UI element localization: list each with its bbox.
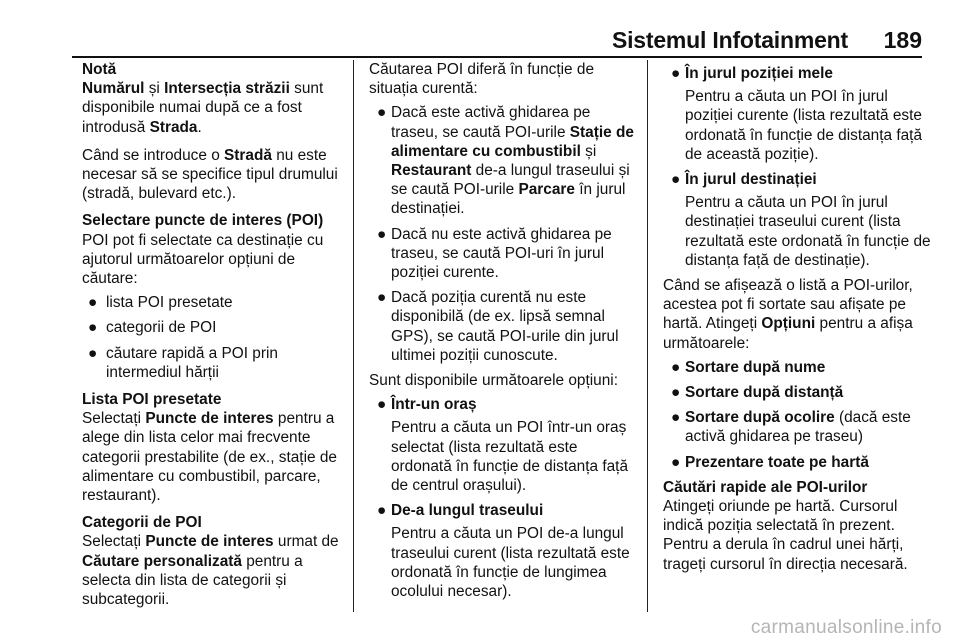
text: și [144,80,165,98]
bold-term: Opțiuni [761,315,816,333]
bold-term: Parcare [518,181,575,199]
list-item-text: categorii de POI [106,319,217,337]
note-paragraph-2 [82,146,348,204]
bold-term: Restaurant [391,162,472,180]
bullet-icon: ● [377,396,387,414]
options-intro: Sunt disponibile următoarele opțiuni: [369,372,618,390]
text: Selectați [82,410,146,428]
column-3 [663,60,935,582]
text: . [197,118,202,136]
select-poi-text: POI pot fi selectate ca destinație cu ajutorul următoarelor opțiuni de căutare: [82,231,324,288]
option-description: Pentru a căuta un POI de-a lungul traseului curent (lista rezultată este ordonată în funcție de lungimea ocolului necesar). [391,525,630,601]
column-divider-2 [647,60,648,612]
option-title: Sortare după ocolire [685,409,835,427]
bullet-icon: ● [88,319,98,337]
sort-options-list [663,358,935,472]
bullet-icon: ● [377,225,387,243]
bullet-icon: ● [377,289,387,307]
section-heading-preset-poi: Lista POI presetate [82,391,222,409]
bold-term: Intersecția străzii [164,80,290,98]
list-item [369,395,637,495]
option-description: Pentru a căuta un POI într-un oraș selectat (lista rezultată este ordonată în funcție de distanța față de centrul orașului). [391,419,629,495]
bullet-icon: ● [671,65,681,82]
option-note: (dacă este activă ghidarea pe traseu) [685,409,911,446]
option-title: Sortare după nume [685,358,826,376]
preset-poi-section [82,390,348,505]
text: Dacă este activă ghidarea pe traseu, se caută POI-urile [391,104,591,141]
note-heading: Notă [82,61,117,78]
option-description: Pentru a căuta un POI în jurul poziției curente (lista rezultată este ordonată în funcție de distanța față de această poziție). [685,88,923,163]
bullet-icon: ● [88,294,98,312]
list-item [663,64,935,164]
list-item-text: căutare rapidă a POI prin intermediul hărții [106,344,278,381]
text: pentru a selecta din lista de categorii și subcategorii. [82,552,303,609]
poi-categories-text [82,532,348,609]
list-item [369,288,637,365]
list-item [663,358,935,377]
text: Selectați [82,533,146,551]
text: Când se introduce o [82,146,225,164]
section-heading-select-poi: Selectare puncte de interes (POI) [82,212,324,230]
quick-search-text: Atingeți oriunde pe hartă. Cursorul indică poziția selectată în prezent. Pentru a derula în cadrul unei hărți, trageți cursorul în direcția necesară. [663,498,908,573]
list-item [663,453,935,472]
situation-list [369,103,637,365]
search-area-options-list [369,395,637,601]
text: nu este necesar să se specifice tipul drumului (stradă, bulevard etc.). [82,146,338,203]
search-area-options-list-cont [663,64,935,270]
bullet-icon: ● [671,453,681,471]
quick-search-section [663,478,935,574]
bold-term: Puncte de interes [145,533,274,551]
section-heading-poi-categories: Categorii de POI [82,514,202,532]
option-title: Prezentare toate pe hartă [685,453,869,471]
bullet-icon: ● [377,104,387,122]
bold-term: Stație de alimentare cu combustibil [391,123,634,160]
preset-poi-text [82,409,348,505]
list-item [369,103,637,218]
list-item [82,293,348,312]
bullet-icon: ● [671,384,681,402]
text: pentru a alege din lista celor mai frecvente categorii prestabilite (de ex., stație de alimentare cu combustibil, parcare, restaurant). [82,410,337,505]
bullet-icon: ● [88,344,98,362]
list-item [663,383,935,402]
option-description: Pentru a căuta un POI în jurul destinației traseului curent (lista rezultată este ordonată în funcție de distanța față de destinație). [685,194,931,269]
column-2 [369,60,637,607]
list-item [369,501,637,601]
text: Când se afișează o listă a POI-urilor, acestea pot fi sortate sau afișate pe hartă. Atingeți [663,277,913,333]
page-title: Sistemul Infotainment [611,27,848,53]
list-item [663,408,935,446]
sort-intro [663,276,935,353]
bullet-icon: ● [671,171,681,189]
bullet-icon: ● [671,409,681,427]
list-item [82,318,348,337]
search-options-list [82,293,348,382]
option-title: Sortare după distanță [685,384,844,402]
text: pentru a afișa următoarele: [663,315,913,352]
text: de-a lungul traseului și se caută POI-urile [391,162,630,199]
text: și [580,142,597,160]
select-poi-section [82,211,348,382]
page-number: 189 [883,27,922,53]
list-item-text: Dacă nu este activă ghidarea pe traseu, se caută POI-uri în jurul poziției curente. [391,225,612,282]
page-header [0,0,960,58]
note-block [82,60,348,203]
section-heading-quick-search: Căutări rapide ale POI-urilor [663,478,868,496]
bold-term: Puncte de interes [145,410,274,428]
option-title: De-a lungul traseului [391,502,544,520]
text: urmat de [273,533,339,551]
text: sunt disponibile numai după ce a fost introdusă [82,80,324,136]
bold-term: Stradă [224,146,272,164]
option-title: Într-un oraș [391,396,477,414]
list-item [82,344,348,382]
note-paragraph-1 [82,79,348,137]
list-item [663,170,935,270]
poi-search-intro: Căutarea POI diferă în funcție de situația curentă: [369,61,595,98]
option-title: În jurul destinației [685,171,817,189]
option-title: În jurul poziției mele [685,65,833,82]
list-item-text: lista POI presetate [106,294,233,312]
text: în jurul destinației. [391,181,626,218]
bold-term: Strada [149,118,198,136]
bold-term: Căutare personalizată [82,552,242,570]
column-divider-1 [353,60,354,612]
list-item [369,225,637,283]
header-rule [72,56,922,58]
column-1 [82,60,348,617]
list-item-text: Dacă poziția curentă nu este disponibilă (de ex. lipsă semnal GPS), se caută POI-urile din jurul ultimei poziții cunoscute. [391,289,619,364]
bullet-icon: ● [377,502,387,520]
watermark: carmanualsonline.info [750,617,942,638]
bullet-icon: ● [671,358,681,376]
poi-categories-section [82,513,348,609]
bold-term: Numărul [82,80,145,98]
